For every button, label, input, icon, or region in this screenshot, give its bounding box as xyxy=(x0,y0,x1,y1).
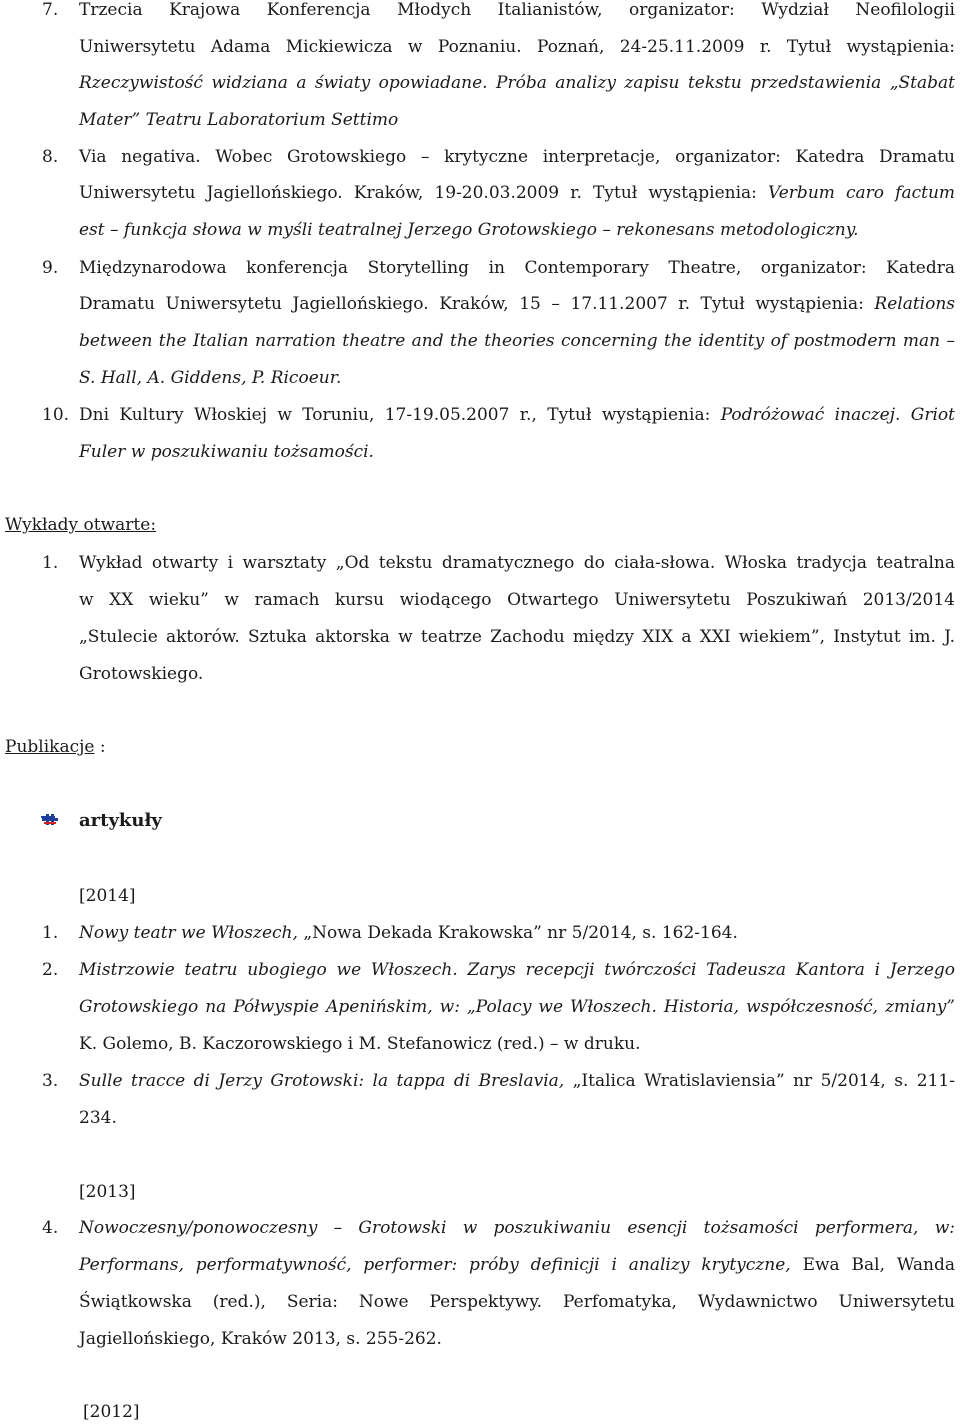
item-line xyxy=(79,72,955,94)
item-line: Trzecia Krajowa Konferencja Młodych Italianistów, organizator: Wydział Neofilologii xyxy=(79,0,955,20)
item-line: Via negativa. Wobec Grotowskiego – krytyczne interpretacje, organizator: Katedra Dramatu xyxy=(79,147,955,167)
item-line-italic: S. Hall, A. Giddens, P. Ricoeur. xyxy=(79,368,342,388)
item-line-italic: between the Italian narration theatre and the theories concerning the identity of postmodern man – xyxy=(79,331,955,351)
item-number: 2. xyxy=(42,960,59,980)
item-line-text: Ewa Bal, Wanda xyxy=(790,1255,956,1275)
item-number: 1. xyxy=(42,553,59,573)
item-line xyxy=(79,1070,955,1092)
item-line: K. Golemo, B. Kaczorowskiego i M. Stefanowicz (red.) – w druku. xyxy=(79,1034,641,1054)
item-line-italic: Rzeczywistość widziana a światy opowiadane. Próba analizy zapisu tekstu przedstawienia „Stabat xyxy=(79,73,955,93)
item-line xyxy=(79,1254,955,1276)
item-line-italic: Podróżować inaczej. Griot xyxy=(720,405,955,425)
year-2013: [2013] xyxy=(79,1182,136,1202)
item-number: 1. xyxy=(42,923,59,943)
articles-subheading: artykuły xyxy=(79,810,162,831)
item-line: w XX wieku” w ramach kursu wiodącego Otwartego Uniwersytetu Poszukiwań 2013/2014 xyxy=(79,590,955,610)
item-number: 9. xyxy=(42,258,59,278)
item-line-text: Dni Kultury Włoskiej w Toruniu, 17-19.05.2007 r., Tytuł wystąpienia: xyxy=(79,405,711,425)
item-line-italic: Relations xyxy=(874,294,955,314)
item-line: Międzynarodowa konferencja Storytelling in Contemporary Theatre, organizator: Katedra xyxy=(79,258,955,278)
year-2014: [2014] xyxy=(79,886,136,906)
item-line-italic: Fuler w poszukiwaniu tożsamości. xyxy=(79,442,374,462)
item-line: Świątkowska (red.), Seria: Nowe Perspektywy. Perfomatyka, Wydawnictwo Uniwersytetu xyxy=(79,1292,955,1312)
item-line: Jagiellońskiego, Kraków 2013, s. 255-262. xyxy=(79,1329,442,1349)
item-line-text: Uniwersytetu Jagiellońskiego. Kraków, 19-20.03.2009 r. Tytuł wystąpienia: xyxy=(79,183,757,203)
item-line-italic: Performans, performatywność, performer: próby definicji i analizy krytyczne, xyxy=(79,1255,791,1275)
item-line xyxy=(79,441,374,463)
item-line-italic: Verbum caro factum xyxy=(768,183,956,203)
item-line-italic: Sulle tracce di Jerzy Grotowski: la tappa di Breslavia, xyxy=(79,1071,565,1091)
item-line xyxy=(79,1217,955,1239)
item-line xyxy=(79,404,955,426)
item-line xyxy=(79,330,955,352)
item-line xyxy=(79,219,858,241)
item-line-italic: Mistrzowie teatru ubogiego we Włoszech. Zarys recepcji twórczości Tadeusza Kantora i Jerzego xyxy=(79,960,955,980)
item-line xyxy=(79,182,955,204)
item-line: 234. xyxy=(79,1108,117,1128)
item-line: Grotowskiego. xyxy=(79,664,204,684)
item-line xyxy=(79,367,341,389)
item-number: 8. xyxy=(42,147,59,167)
item-line-italic: Nowoczesny/ponowoczesny – Grotowski w poszukiwaniu esencji tożsamości performera, w: xyxy=(79,1218,955,1238)
item-line-italic: est – funkcja słowa w myśli teatralnej Jerzego Grotowskiego – rekonesans metodologiczny. xyxy=(79,220,859,240)
publications-heading-text: Publikacje xyxy=(5,737,95,757)
year-2012: [2012] xyxy=(83,1402,140,1422)
item-number: 4. xyxy=(42,1218,59,1238)
item-number: 7. xyxy=(42,0,59,20)
item-line-text: „Italica Wratislaviensia” nr 5/2014, s. 211- xyxy=(564,1071,955,1091)
item-line xyxy=(79,959,955,981)
publications-heading-suffix: : xyxy=(94,737,106,757)
arrow-bullet-icon xyxy=(40,811,62,829)
item-line: „Stulecie aktorów. Sztuka aktorska w teatrze Zachodu między XIX a XXI wiekiem”, Instytut im. J. xyxy=(79,627,955,647)
item-line-text: Dramatu Uniwersytetu Jagiellońskiego. Kraków, 15 – 17.11.2007 r. Tytuł wystąpienia: xyxy=(79,294,864,314)
item-line: Wykład otwarty i warsztaty „Od tekstu dramatycznego do ciała-słowa. Włoska tradycja teatralna xyxy=(79,553,955,573)
item-line-italic: Nowy teatr we Włoszech, xyxy=(79,923,298,943)
item-line xyxy=(79,996,955,1018)
item-line xyxy=(79,109,398,131)
item-line-italic: Grotowskiego na Półwyspie Apenińskim, w: „Polacy we Włoszech. Historia, współczesność, zmiany” xyxy=(79,997,955,1017)
item-line: Uniwersytetu Adama Mickiewicza w Poznaniu. Poznań, 24-25.11.2009 r. Tytuł wystąpienia: xyxy=(79,37,955,57)
item-number: 3. xyxy=(42,1071,59,1091)
publications-heading xyxy=(5,736,106,758)
item-line-italic: Mater” Teatru Laboratorium Settimo xyxy=(79,110,399,130)
item-line xyxy=(79,293,955,315)
item-number: 10. xyxy=(42,405,70,425)
lectures-heading: Wykłady otwarte: xyxy=(5,515,157,535)
item-line-text: „Nowa Dekada Krakowska” nr 5/2014, s. 162-164. xyxy=(297,923,738,943)
item-line xyxy=(79,922,738,944)
